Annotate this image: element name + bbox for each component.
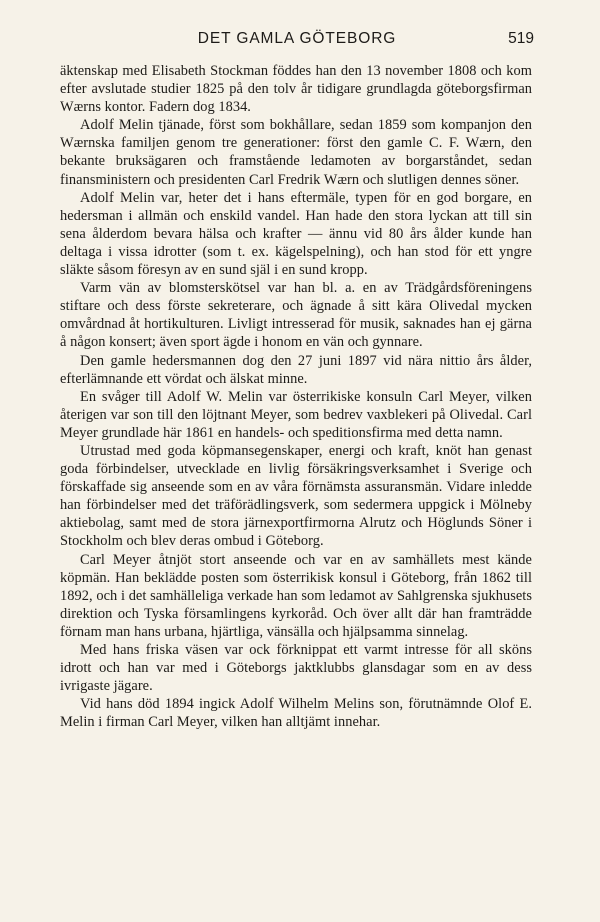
page-number: 519 xyxy=(508,30,534,47)
paragraph-3: Adolf Melin var, heter det i hans eftermäle, typen för en god borgare, en hedersman i allmän och enskild vandel. Han hade den stora lyckan att till sin sena ålderdom bevara hälsa och krafter — ännu vid 80 års ålder kunde han deltaga i vissa idrotter (som t. ex. kägelspelning), och han stod för ett yngre släkte såsom föresyn av en sund själ i en sund kropp. xyxy=(60,189,532,279)
paragraph-2: Adolf Melin tjänade, först som bokhållare, sedan 1859 som kompanjon den Wærnska familjen genom tre generationer: först den gamle C. F. Wærn, den bekante bruksägaren och framstående ledamoten av borgarståndet, sedan finansministern och presidenten Carl Fredrik Wærn och slutligen dennes söner. xyxy=(60,117,532,188)
paragraph-5: Den gamle hedersmannen dog den 27 juni 1897 vid nära nittio års ålder, efterlämnande ett vördat och älskat minne. xyxy=(60,352,532,387)
paragraph-4: Varm vän av blomsterskötsel var han bl. a. en av Trädgårdsföreningens stiftare och dess förste sekreterare, och ägnade å sitt kära Olivedal mycken omvårdnad åt hortikulturen. Livligt intresserad för musik, saknades han ej gärna å någon konsert; även sport ägde i honom en vän och gynnare. xyxy=(60,280,532,351)
paragraph-8: Carl Meyer åtnjöt stort anseende och var en av samhällets mest kände köpmän. Han beklädde posten som österrikisk konsul i Göteborg, från 1862 till 1892, och i det samhälleliga verkade han som ledamot av Sahlgrenska sjukhusets direktion och Tyska församlingens kyrkoråd. Och över allt där han framträdde förnam man hans urbana, hjärtliga, vänsälla och hjälpsamma sinnelag. xyxy=(60,551,532,640)
paragraph-10: Vid hans död 1894 ingick Adolf Wilhelm Melins son, förutnämnde Olof E. Melin i firman Carl Meyer, vilken han alltjämt innehar. xyxy=(60,696,532,731)
running-head xyxy=(60,30,534,52)
running-title: DET GAMLA GÖTEBORG xyxy=(197,30,397,47)
paragraph-1: äktenskap med Elisabeth Stockman föddes han den 13 november 1808 och kom efter avslutade studier 1825 på den tolv år tidigare grundlagda göteborgsfirman Wærns kontor. Fadern dog 1834. xyxy=(60,63,532,116)
body-text xyxy=(60,62,532,731)
paragraph-6: En svåger till Adolf W. Melin var österrikiske konsuln Carl Meyer, vilken återigen var son till den löjtnant Meyer, som bedrev vaxblekeri på Olivedal. Carl Meyer grundlade här 1861 en handels- och speditionsfirma med detta namn. xyxy=(60,388,532,441)
paragraph-7: Utrustad med goda köpmansegenskaper, energi och kraft, knöt han genast goda förbindelser, utvecklade en livlig försäkringsverksamhet i Sverige och förskaffade sig anseende som en av våra förnämsta assuransmän. Vidare inledde han förbindelser med det träförädlingsverk, som sedermera uppgick i Mölneby aktiebolag, samt med de stora järnexportfirmorna Alrutz och Höglunds Söner i Stockholm och blev deras ombud i Göteborg. xyxy=(60,442,532,550)
paragraph-9: Med hans friska väsen var ock förknippat ett varmt intresse för all sköns idrott och han var med i Göteborgs jaktklubbs glansdagar som en av dess ivrigaste jägare. xyxy=(60,642,532,695)
